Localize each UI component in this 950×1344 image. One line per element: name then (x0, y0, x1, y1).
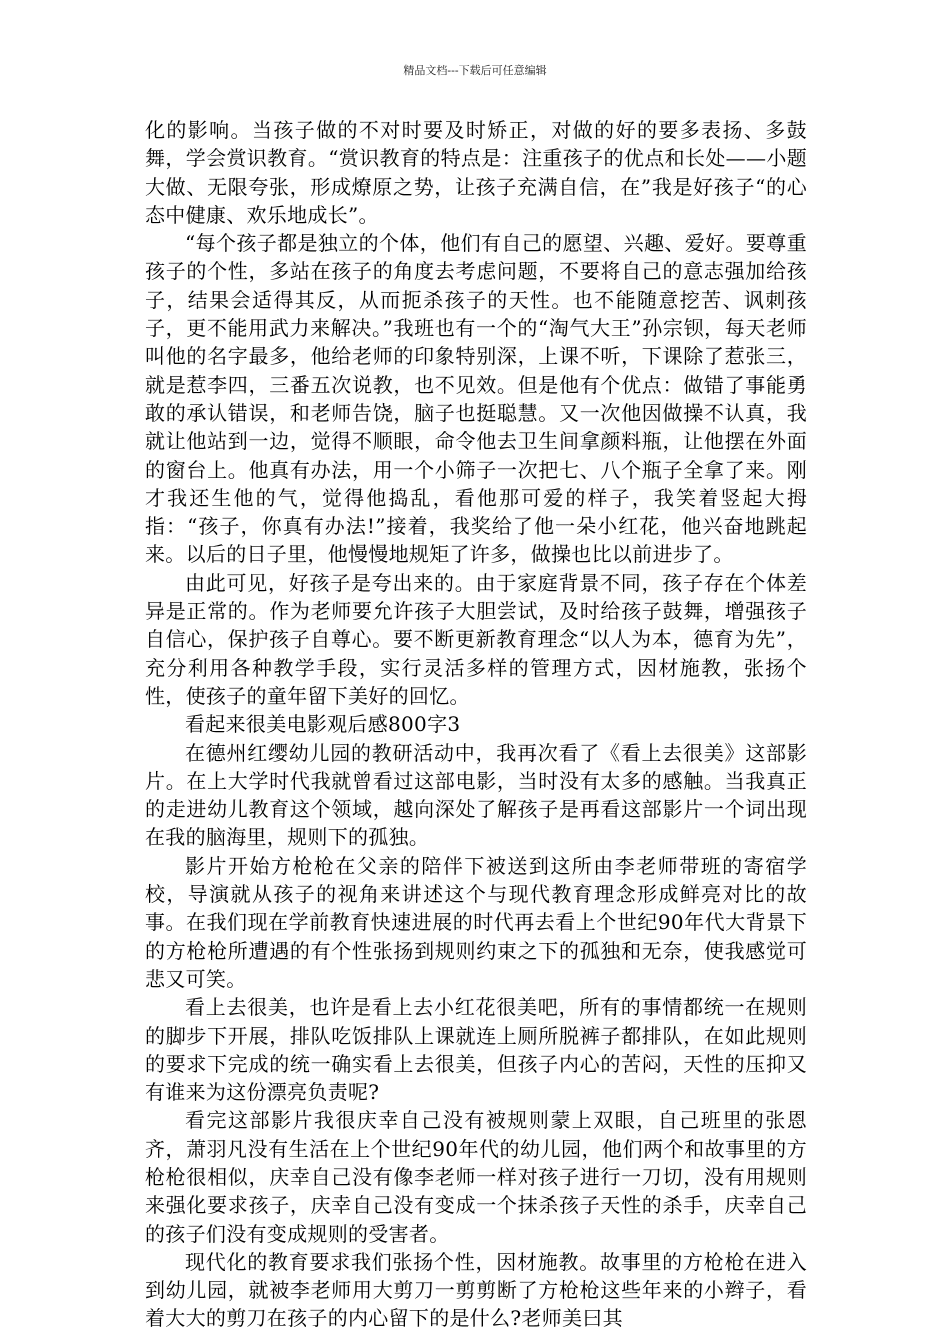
paragraph-8: 现代化的教育要求我们张扬个性，因材施教。故事里的方枪枪在进入到幼儿园，就被李老师用大剪刀一剪剪断了方枪枪这些年来的小辫子，看着大大的剪刀在孩子的内心留下的是什么?老师美曰其 (145, 1249, 807, 1331)
paragraph-3: 由此可见，好孩子是夸出来的。由于家庭背景不同，孩子存在个体差异是正常的。作为老师要允许孩子大胆尝试，及时给孩子鼓舞，增强孩子自信心，保护孩子自尊心。要不断更新教育理念“以人为本，德育为先”，充分利用各种教学手段，实行灵活多样的管理方式，因材施教，张扬个性，使孩子的童年留下美好的回忆。 (145, 570, 807, 708)
paragraph-5: 影片开始方枪枪在父亲的陪伴下被送到这所由李老师带班的寄宿学校，导演就从孩子的视角来讲述这个与现代教育理念形成鲜亮对比的故事。在我们现在学前教育快速进展的时代再去看上个世纪90年代大背景下的方枪枪所遭遇的有个性张扬到规则约束之下的孤独和无奈，使我感觉可悲又可笑。 (145, 853, 807, 991)
paragraph-2: “每个孩子都是独立的个体，他们有自己的愿望、兴趣、爱好。要尊重孩子的个性，多站在孩子的角度去考虑问题，不要将自己的意志强加给孩子，结果会适得其反，从而扼杀孩子的天性。也不能随意挖苦、讽刺孩子，更不能用武力来解决。”我班也有一个的“淘气大王”孙宗钡，每天老师叫他的名字最多，他给老师的印象特别深，上课不听，下课除了惹张三，就是惹李四，三番五次说教，也不见效。但是他有个优点：做错了事能勇敢的承认错误，和老师告饶，脑子也挺聪慧。又一次他因做操不认真，我就让他站到一边，觉得不顺眼，命令他去卫生间拿颜料瓶，让他摆在外面的窗台上。他真有办法，用一个小筛子一次把七、八个瓶子全拿了来。刚才我还生他的气，觉得他捣乱，看他那可爱的样子，我笑着竖起大拇指：“孩子，你真有办法!”接着，我奖给了他一朵小红花，他兴奋地跳起来。以后的日子里，他慢慢地规矩了许多，做操也比以前进步了。 (145, 231, 807, 567)
section-heading: 看起来很美电影观后感800字3 (185, 712, 461, 737)
paragraph-7: 看完这部影片我很庆幸自己没有被规则蒙上双眼，自己班里的张恩齐，萧羽凡没有生活在上个世纪90年代的幼儿园，他们两个和故事里的方枪枪很相似，庆幸自己没有像李老师一样对孩子进行一刀切，没有用规则来强化要求孩子，庆幸自己没有变成一个抹杀孩子天性的杀手，庆幸自己的孩子们没有变成规则的受害者。 (145, 1108, 807, 1246)
page-header: 精品文档---下载后可任意编辑 (403, 64, 547, 77)
paragraph-1: 化的影响。当孩子做的不对时要及时矫正，对做的好的要多表扬、多鼓舞，学会赏识教育。“赏识教育的特点是：注重孩子的优点和长处——小题大做、无限夸张，形成燎原之势，让孩子充满自信，在”我是好孩子“的心态中健康、欢乐地成长”。 (145, 118, 807, 227)
paragraph-4: 在德州红缨幼儿园的教研活动中，我再次看了《看上去很美》这部影片。在上大学时代我就曾看过这部电影，当时没有太多的感触。当我真正的走进幼儿教育这个领域，越向深处了解孩子是再看这部影片一个词出现在我的脑海里，规则下的孤独。 (145, 740, 807, 850)
document-body (145, 116, 807, 1333)
paragraph-6: 看上去很美，也许是看上去小红花很美吧，所有的事情都统一在规则的脚步下开展，排队吃饭排队上课就连上厕所脱裤子都排队，在如此规则的要求下完成的统一确实看上去很美，但孩子内心的苦闷，天性的压抑又有谁来为这份漂亮负责呢? (145, 995, 807, 1105)
